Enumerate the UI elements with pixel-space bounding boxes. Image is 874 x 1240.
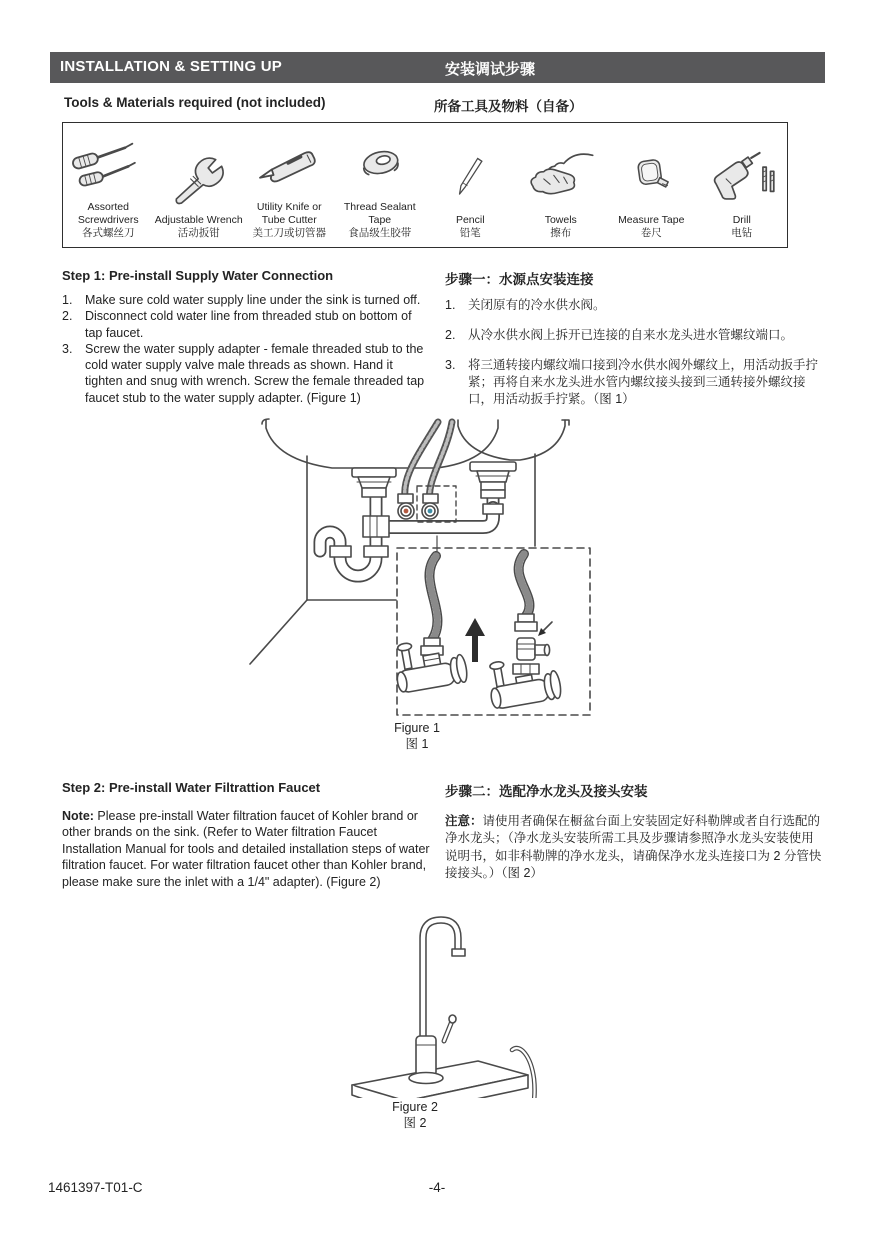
figure1-caption-zh: 图 1 <box>405 736 429 751</box>
tool-item-adjustable-wrench <box>154 123 245 247</box>
towel-icon <box>522 142 600 214</box>
document-number: 1461397-T01-C <box>48 1180 143 1195</box>
tool-item-towels <box>516 123 607 247</box>
figure2-caption-en: Figure 2 <box>392 1100 438 1114</box>
tool-label: Adjustable Wrench 活动扳钳 <box>154 213 243 239</box>
tool-label: Thread Sealant Tape 食品级生胶带 <box>343 200 416 239</box>
tool-item-screwdrivers <box>63 123 154 247</box>
tools-title-zh: 所备工具及物料（自备） <box>434 99 583 114</box>
list-item: 2. Disconnect cold water line from threaded stub on bottom of tap faucet. <box>62 309 412 340</box>
figure2-caption <box>215 1100 615 1131</box>
tool-label: Drill 电钻 <box>731 213 753 239</box>
tool-item-pencil <box>425 123 516 247</box>
tool-item-utility-knife <box>244 123 335 247</box>
tool-label: Assorted Screwdrivers 各式螺丝刀 <box>77 200 139 239</box>
list-item: 1. Make sure cold water supply line under the sink is turned off. <box>62 293 421 307</box>
page-number: -4- <box>428 1180 446 1195</box>
header-title-en: INSTALLATION & SETTING UP <box>60 58 282 75</box>
utility-knife-icon <box>250 129 328 201</box>
tool-label: Pencil 铅笔 <box>455 213 485 239</box>
step2-chinese-column <box>445 780 825 903</box>
filtration-faucet-illustration <box>330 893 560 1098</box>
header-title-zh: 安装调试步骤 <box>445 61 536 78</box>
sink-plumbing-illustration <box>240 418 640 718</box>
step2-heading-en: Step 2: Pre-install Water Filtrattion Faucet <box>62 780 321 795</box>
step2-note-zh: 注意：请使用者确保在橱盆台面上安装固定好科勒牌或者自行选配的净水龙头；（净水龙头安装所需工具及步骤请参照净水龙头安装使用说明书，如非科勒牌的净水龙头，请确保净水龙头连接口为 2 分管快接接头。）（图 2） <box>445 813 822 880</box>
thread-sealant-tape-icon <box>345 129 415 201</box>
figure1-caption <box>217 721 617 752</box>
step1-chinese-column <box>445 268 825 407</box>
tool-label: Measure Tape 卷尺 <box>618 213 685 239</box>
step2-section <box>62 780 825 903</box>
step2-heading-zh: 步骤二：选配净水龙头及接头安装 <box>445 784 648 799</box>
screwdrivers-icon <box>69 129 147 201</box>
tool-item-drill <box>697 123 788 247</box>
tools-title-en: Tools & Materials required (not included) <box>64 95 326 110</box>
tools-box <box>62 122 788 248</box>
tool-item-thread-sealant-tape <box>335 123 426 247</box>
section-header-bar <box>50 52 825 83</box>
step1-heading-zh: 步骤一：水源点安装连接 <box>445 272 594 287</box>
step2-note-en: Note: Please pre-install Water filtration faucet of Kohler brand or other brands on the sink. (Refer to Water filtration Faucet Installation Manual for tools and detailed installation steps of water filtration faucet. For water filtration faucet other than Kohler brand, please make sure the inlet with a 1/4" adapter). (Figure 2) <box>62 808 430 889</box>
list-item: 3. 将三通转接内螺纹端口接到冷水供水阀外螺纹上，用活动扳手拧紧；再将自来水龙头进水管内螺纹接头接到三通转接外螺纹接口，用活动扳手拧紧。（图 1） <box>445 357 819 406</box>
measure-tape-icon <box>618 142 684 214</box>
tool-label: Utility Knife or Tube Cutter 美工刀或切管器 <box>252 200 326 239</box>
figure2-caption-zh: 图 2 <box>403 1115 427 1130</box>
step1-heading-en: Step 1: Pre-install Supply Water Connection <box>62 268 334 283</box>
adjustable-wrench-icon <box>163 142 235 214</box>
tool-item-measure-tape <box>606 123 697 247</box>
list-item: 2. 从冷水供水阀上拆开已连接的自来水龙头进水管螺纹端口。 <box>445 327 794 342</box>
figure1-caption-en: Figure 1 <box>394 721 440 735</box>
pencil-icon <box>440 142 500 214</box>
list-item: 1. 关闭原有的冷水供水阀。 <box>445 298 606 312</box>
drill-icon <box>706 142 778 214</box>
step2-english-column <box>62 780 432 903</box>
list-item: 3. Screw the water supply adapter - female threaded stub to the cold water supply valve male threads as shown. Hand it tighten and snug with wrench. Screw the female threaded tap faucet stub to the water supply adapter. (Figure 1) <box>62 341 425 405</box>
step1-section <box>62 268 825 407</box>
tool-label: Towels 擦布 <box>544 213 577 239</box>
step1-english-column <box>62 268 432 407</box>
